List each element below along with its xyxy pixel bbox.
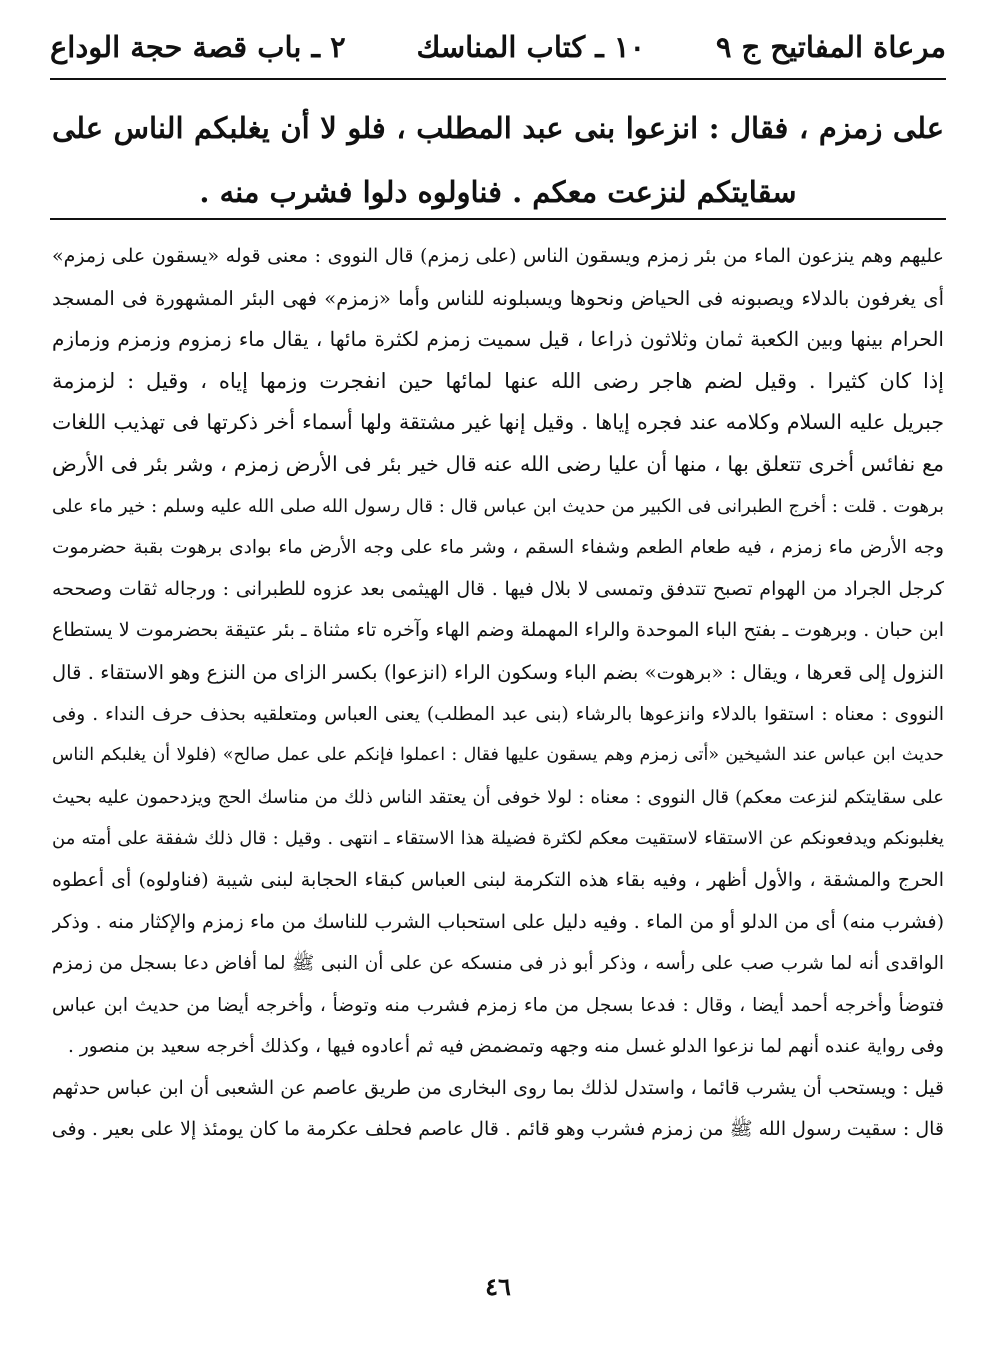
header-divider (50, 78, 946, 80)
header-book-title: مرعاة المفاتيح ج ٩ (715, 30, 946, 64)
commentary-line: قيل : ويستحب أن يشرب قائما ، واستدل لذلك بما روى البخارى من طريق عاصم عن الشعبى أن ابن عباس حدثهم (52, 1076, 944, 1099)
commentary-line: قال : سقيت رسول الله ﷺ من زمزم فشرب وهو قائم . قال عاصم فحلف عكرمة ما كان يومئذ إلا على بعير . وفى (52, 1118, 944, 1141)
commentary-line: النزول إلى قعرها ، ويقال : «برهوت» بضم الباء وسكون الراء (انزعوا) بكسر الزاى من النزع وهو الاستقاء . قال (52, 660, 944, 684)
commentary-line: وفى رواية عنده أنهم لما نزعوا الدلو غسل منه وجهه وتمضمض فيه ثم أعادوه فيها ، وكذلك أخرجه سعيد بن منصور . (68, 1036, 944, 1058)
commentary (52, 236, 944, 1151)
commentary-line: برهوت . قلت : أخرج الطبرانى فى الكبير من حديث ابن عباس قال : قال رسول الله صلى الله عليه وسلم : خير ماء على (52, 495, 944, 517)
commentary-line: كرجل الجراد من الهوام تصبح تتدفق وتمسى لا بلال فيها . قال الهيثمى بعد عزوه للطبرانى : ورجاله ثقات وصححه (52, 577, 944, 600)
header-chapter: ١٠ ـ كتاب المناسك (416, 30, 646, 64)
header-section: ٢ ـ باب قصة حجة الوداع (50, 30, 346, 64)
commentary-line: أى يغرفون بالدلاء ويصبونه فى الحياض ونحوها ويسبلونه للناس وأما «زمزم» فهى البئر المشهورة فى المسجد (52, 286, 944, 310)
commentary-line: على سقايتكم لنزعت معكم) قال النووى : معناه : لولا خوفى أن يعتقد الناس ذلك من مناسك الحج ويزدحمون عليه بحيث (52, 786, 944, 808)
commentary-line: جبريل عليه السلام وكلامه عند فجره إياها . وقيل إنها غير مشتقة ولها أسماء أخر ذكرتها فى تهذيب اللغات (52, 410, 944, 435)
commentary-line: يغلبونكم ويدفعونكم عن الاستقاء لاستقيت معكم لكثرة فضيلة هذا الاستقاء ـ انتهى . وقيل : قال ذلك شفقة على أمته من (52, 828, 944, 850)
commentary-line: وجه الأرض ماء زمزم ، فيه طعام الطعم وشفاء السقم ، وشر ماء على وجه الأرض ماء بوادى برهوت بقبة حضرموت (52, 537, 944, 559)
commentary-line: الحرج والمشقة ، والأول أظهر ، وفيه بقاء هذه التكرمة لبنى العباس كبقاء الحجابة لبنى شيبة (فناولوه) أى أعطوه (52, 868, 944, 891)
page-number: ٤٦ (485, 1272, 511, 1301)
commentary-line: الواقدى أنه لما شرب صب على رأسه ، وذكر أبو ذر فى منسكه عن على أن النبى ﷺ لما أفاض دعا بسجل من زمزم (52, 953, 944, 975)
hadith-paragraph: على زمزم ، فقال : انزعوا بنى عبد المطلب ، فلو لا أن يغلبكم الناس على سقايتكم لنزعت معكم . فناولوه دلوا فشرب منه . (52, 111, 944, 209)
hadith-text (52, 96, 944, 224)
matn-divider (50, 218, 946, 220)
commentary-line: الحرام بينها وبين الكعبة ثمان وثلاثون ذراعا ، قيل سميت زمزم لكثرة مائها ، يقال ماء زمزوم وزمزم وزمازم (52, 327, 944, 352)
commentary-line: عليهم وهم ينزعون الماء من بئر زمزم ويسقون الناس (على زمزم) قال النووى : معنى قوله «يسقون على زمزم» (52, 245, 944, 267)
commentary-line: ابن حبان . وبرهوت ـ بفتح الباء الموحدة والراء المهملة وضم الهاء وآخره تاء مثناة ـ بئر عتيقة بحضرموت لا يستطاع (52, 619, 944, 642)
commentary-line: (فشرب منه) أى من الدلو أو من الماء . وفيه دليل على استحباب الشرب للناسك من ماء زمزم والإكثار منه . وذكر (52, 910, 944, 933)
commentary-line: مع نفائس أخرى تتعلق بها ، منها أن عليا رضى الله عنه قال خير بئر فى الأرض زمزم ، وشر بئر فى الأرض (52, 451, 944, 476)
commentary-line: النووى : معناه : استقوا بالدلاء وانزعوها بالرشاء (بنى عبد المطلب) يعنى العباس ومتعلقيه بحذف حرف النداء . وفى (52, 703, 944, 725)
commentary-line: إذا كان كثيرا . وقيل لضم هاجر رضى الله عنها لمائها حين انفجرت وزمها إياه ، وقيل : لزمزمة (52, 368, 944, 393)
commentary-line: حديث ابن عباس عند الشيخين «أتى زمزم وهم يسقون عليها فقال : اعملوا فإنكم على عمل صالح» (فلولا أن يغلبكم الناس (52, 745, 944, 766)
running-header (50, 22, 946, 72)
commentary-line: فتوضأ وأخرجه أحمد أيضا ، وقال : فدعا بسجل من ماء زمزم فشرب منه وتوضأ ، وأخرجه أيضا من حديث ابن عباس (52, 994, 944, 1016)
